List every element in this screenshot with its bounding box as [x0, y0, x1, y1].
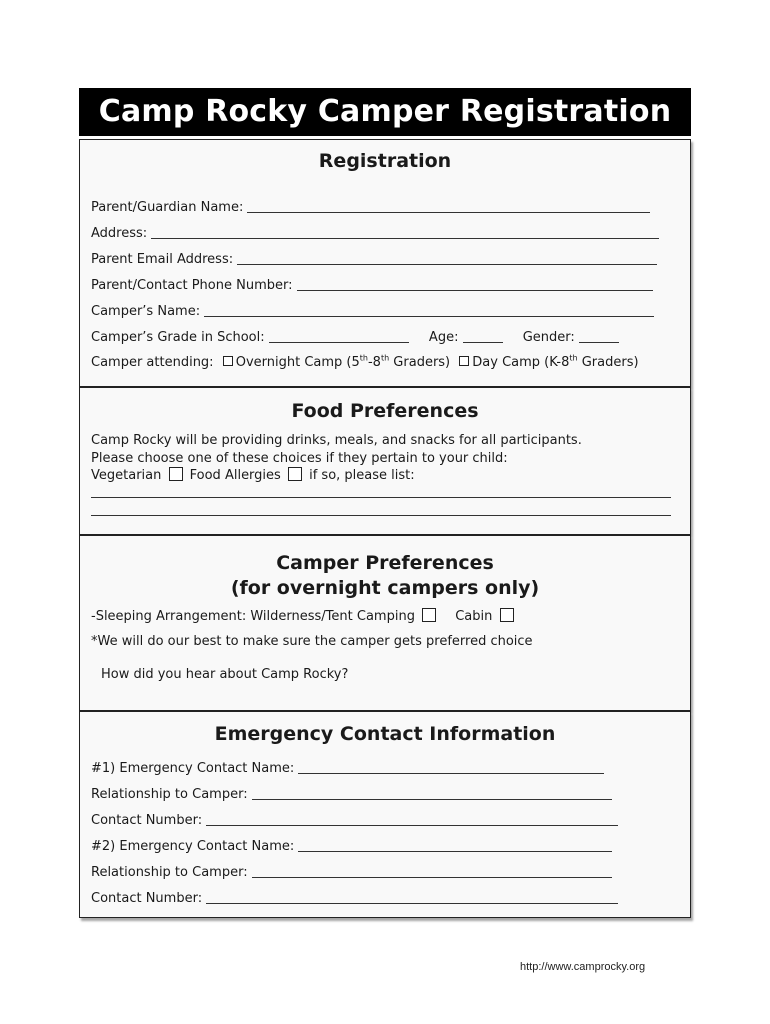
age-label: Age:: [428, 330, 459, 345]
relationship1-row: [91, 786, 612, 803]
contact1-row: [91, 760, 604, 777]
camper-preferences-section: [79, 535, 691, 711]
cabin-checkbox[interactable]: [500, 608, 514, 622]
overnight-label: Overnight Camp (5th-8th Graders): [235, 353, 451, 370]
food-line-1: Camp Rocky will be providing drinks, meals, and snacks for all participants.: [91, 433, 582, 448]
number2-row: [91, 890, 618, 907]
contact2-field[interactable]: [298, 839, 612, 852]
number2-label: Contact Number:: [91, 891, 203, 906]
sleeping-row: [91, 608, 517, 625]
grade-field[interactable]: [269, 330, 409, 343]
attending-row: [91, 354, 639, 371]
phone-row: [91, 277, 653, 294]
relationship2-label: Relationship to Camper:: [91, 865, 248, 880]
phone-label: Parent/Contact Phone Number:: [91, 278, 293, 293]
parent-name-row: [91, 199, 650, 216]
address-row: [91, 225, 659, 242]
relationship1-field[interactable]: [252, 787, 612, 800]
age-field[interactable]: [463, 330, 503, 343]
grade-label: Camper’s Grade in School:: [91, 330, 265, 345]
tent-camping-checkbox[interactable]: [422, 608, 436, 622]
address-label: Address:: [91, 226, 148, 241]
emergency-heading: Emergency Contact Information: [214, 723, 556, 745]
emergency-section: [79, 711, 691, 918]
relationship2-row: [91, 864, 612, 881]
email-label: Parent Email Address:: [91, 252, 234, 267]
overnight-only-subheading: (for overnight campers only): [230, 577, 540, 599]
phone-field[interactable]: [297, 278, 653, 291]
number1-row: [91, 812, 618, 829]
food-line-2: Please choose one of these choices if they pertain to your child:: [91, 451, 508, 466]
relationship2-field[interactable]: [252, 865, 612, 878]
camper-name-row: [91, 303, 654, 320]
footer-url[interactable]: http://www.camprocky.org: [520, 961, 646, 973]
contact1-field[interactable]: [298, 761, 604, 774]
day-camp-checkbox[interactable]: [459, 356, 469, 366]
allergies-line-1[interactable]: [91, 497, 671, 498]
contact1-label: #1) Emergency Contact Name:: [91, 761, 295, 776]
allergies-list-label: if so, please list:: [309, 468, 415, 483]
number2-field[interactable]: [206, 891, 618, 904]
gender-field[interactable]: [579, 330, 619, 343]
grade-age-gender-row: [91, 329, 619, 346]
vegetarian-checkbox[interactable]: [169, 467, 183, 481]
email-row: [91, 251, 657, 268]
allergies-label: Food Allergies: [189, 468, 281, 483]
address-field[interactable]: [151, 226, 659, 239]
sleeping-label: -Sleeping Arrangement: Wilderness/Tent Camping: [91, 609, 415, 624]
email-field[interactable]: [237, 252, 657, 265]
camper-name-label: Camper’s Name:: [91, 304, 201, 319]
relationship1-label: Relationship to Camper:: [91, 787, 248, 802]
allergies-checkbox[interactable]: [288, 467, 302, 481]
preference-note: *We will do our best to make sure the camper gets preferred choice: [91, 634, 533, 649]
camper-name-field[interactable]: [204, 304, 654, 317]
contact2-row: [91, 838, 612, 855]
hear-about-label: How did you hear about Camp Rocky?: [101, 667, 349, 682]
food-heading: Food Preferences: [291, 400, 479, 422]
vegetarian-label: Vegetarian: [91, 468, 162, 483]
cabin-label: Cabin: [455, 609, 493, 624]
form-title: Camp Rocky Camper Registration: [79, 88, 691, 136]
registration-section: [79, 139, 691, 387]
parent-name-field[interactable]: [247, 200, 650, 213]
number1-label: Contact Number:: [91, 813, 203, 828]
registration-heading: Registration: [318, 150, 452, 172]
attending-label: Camper attending:: [91, 355, 214, 370]
overnight-checkbox[interactable]: [223, 356, 233, 366]
gender-label: Gender:: [522, 330, 575, 345]
parent-name-label: Parent/Guardian Name:: [91, 200, 244, 215]
camper-preferences-heading: Camper Preferences: [276, 552, 494, 574]
food-choice-row: [91, 467, 415, 484]
day-camp-label: Day Camp (K-8th Graders): [472, 353, 639, 370]
contact2-label: #2) Emergency Contact Name:: [91, 839, 295, 854]
number1-field[interactable]: [206, 813, 618, 826]
allergies-line-2[interactable]: [91, 515, 671, 516]
food-section: [79, 387, 691, 535]
